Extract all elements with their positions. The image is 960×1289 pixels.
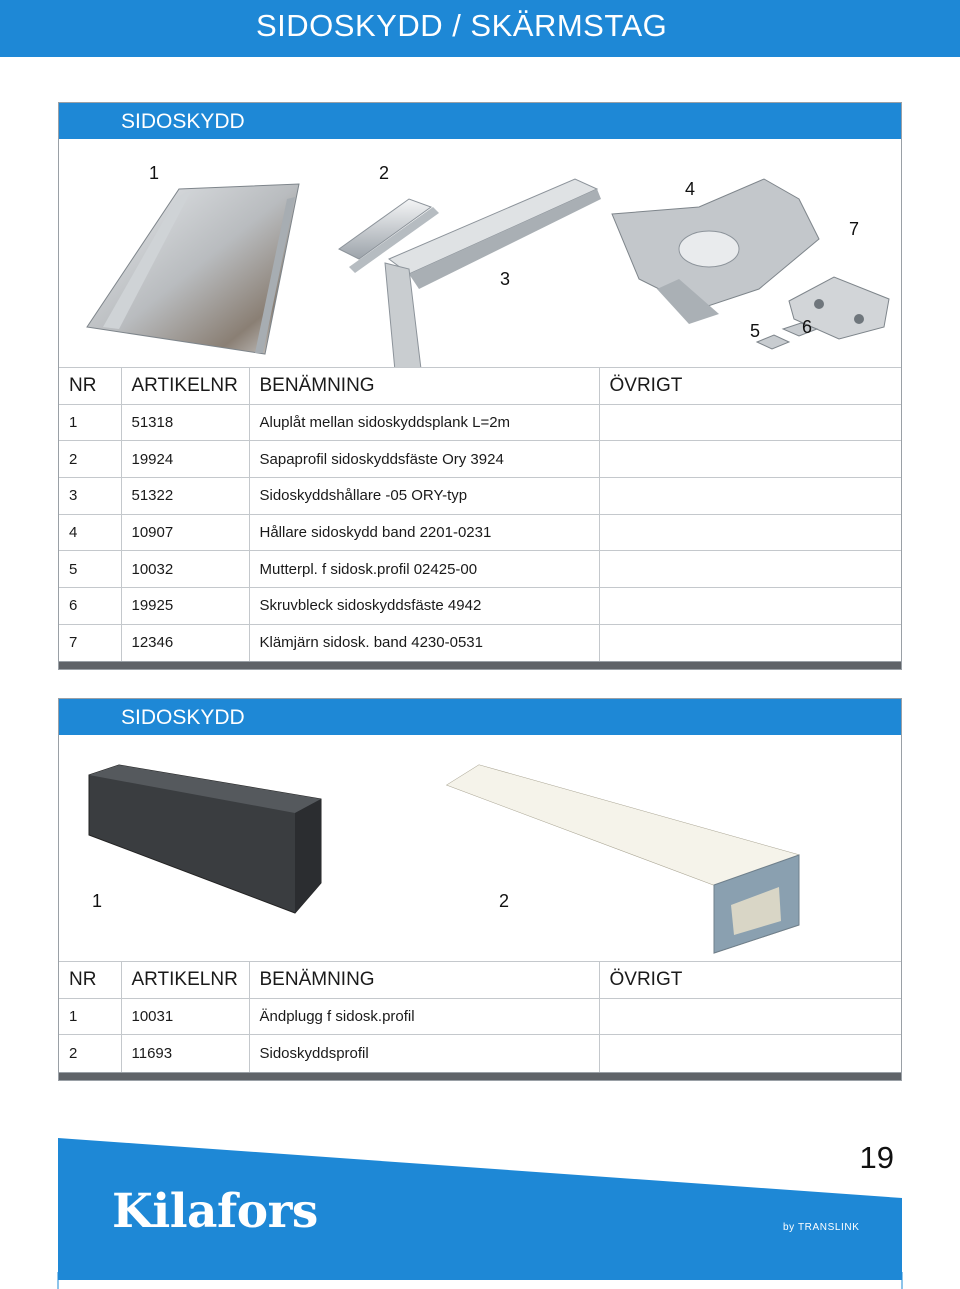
kilafors-logo: Kilafors — [112, 1184, 318, 1239]
image-label: 1 — [149, 163, 160, 183]
table-row — [59, 514, 901, 551]
header-artikelnr: ARTIKELNR — [121, 962, 249, 999]
image-label: 3 — [500, 269, 511, 289]
cell-ovrigt — [599, 441, 901, 478]
article-table-2 — [59, 961, 901, 1072]
article-table-1 — [59, 367, 901, 661]
cell-ovrigt — [599, 588, 901, 625]
cell-benamning: Skruvbleck sidoskyddsfäste 4942 — [249, 588, 599, 625]
header-nr: NR — [59, 368, 121, 405]
cell-nr: 2 — [59, 441, 121, 478]
cell-artikelnr: 51318 — [121, 404, 249, 441]
bracket-image — [612, 179, 819, 324]
profile-bar-image — [447, 765, 799, 953]
table-row — [59, 478, 901, 515]
header-ovrigt: ÖVRIGT — [599, 368, 901, 405]
cell-ovrigt — [599, 624, 901, 661]
section-sidoskydd-1 — [58, 102, 902, 670]
cell-artikelnr: 11693 — [121, 1035, 249, 1072]
cell-ovrigt — [599, 551, 901, 588]
header-benamning: BENÄMNING — [249, 368, 599, 405]
cell-ovrigt — [599, 1035, 901, 1072]
cell-nr: 1 — [59, 404, 121, 441]
profile-image — [339, 179, 601, 367]
cell-nr: 4 — [59, 514, 121, 551]
table-header-row — [59, 962, 901, 999]
image-label: 1 — [92, 891, 103, 911]
title-bar — [0, 0, 960, 57]
cell-artikelnr: 12346 — [121, 624, 249, 661]
image-label: 2 — [379, 163, 390, 183]
header-nr: NR — [59, 962, 121, 999]
cell-benamning: Hållare sidoskydd band 2201-0231 — [249, 514, 599, 551]
table-header-row — [59, 368, 901, 405]
cell-ovrigt — [599, 514, 901, 551]
plate-image — [87, 184, 299, 354]
section-1-heading: SIDOSKYDD — [59, 103, 901, 139]
cell-benamning: Klämjärn sidosk. band 4230-0531 — [249, 624, 599, 661]
cell-benamning: Mutterpl. f sidosk.profil 02425-00 — [249, 551, 599, 588]
cell-benamning: Ändplugg f sidosk.profil — [249, 998, 599, 1035]
cell-ovrigt — [599, 478, 901, 515]
table-row — [59, 441, 901, 478]
header-artikelnr: ARTIKELNR — [121, 368, 249, 405]
table-footer-bar — [59, 1072, 901, 1080]
cell-ovrigt — [599, 998, 901, 1035]
image-label: 4 — [685, 179, 696, 199]
page-title: SIDOSKYDD / SKÄRMSTAG — [256, 8, 668, 43]
cell-nr: 7 — [59, 624, 121, 661]
table-row — [59, 998, 901, 1035]
table-footer-bar — [59, 661, 901, 669]
section-2-images — [59, 735, 901, 961]
cell-nr: 6 — [59, 588, 121, 625]
image-label: 6 — [802, 317, 813, 337]
header-benamning: BENÄMNING — [249, 962, 599, 999]
cell-artikelnr: 19924 — [121, 441, 249, 478]
image-label: 7 — [849, 219, 860, 239]
cell-ovrigt — [599, 404, 901, 441]
product-photos-2 — [59, 735, 901, 961]
cell-artikelnr: 10031 — [121, 998, 249, 1035]
section-2-heading: SIDOSKYDD — [59, 699, 901, 735]
cell-artikelnr: 10907 — [121, 514, 249, 551]
end-plug-image — [89, 765, 321, 913]
section-sidoskydd-2 — [58, 698, 902, 1081]
page-number: 19 — [859, 1140, 894, 1175]
image-label: 2 — [499, 891, 510, 911]
section-1-images — [59, 139, 901, 367]
cell-nr: 3 — [59, 478, 121, 515]
cell-benamning: Sidoskyddsprofil — [249, 1035, 599, 1072]
table-row — [59, 624, 901, 661]
cell-nr: 5 — [59, 551, 121, 588]
translink-byline: by TRANSLINK — [783, 1222, 860, 1233]
cell-artikelnr: 19925 — [121, 588, 249, 625]
cell-benamning: Sapaprofil sidoskyddsfäste Ory 3924 — [249, 441, 599, 478]
cell-benamning: Aluplåt mellan sidoskyddsplank L=2m — [249, 404, 599, 441]
cell-nr: 1 — [59, 998, 121, 1035]
cell-benamning: Sidoskyddshållare -05 ORY-typ — [249, 478, 599, 515]
table-row — [59, 588, 901, 625]
product-photos-1 — [59, 139, 901, 367]
table-row — [59, 1035, 901, 1072]
table-row — [59, 551, 901, 588]
cell-artikelnr: 51322 — [121, 478, 249, 515]
table-row — [59, 404, 901, 441]
cell-artikelnr: 10032 — [121, 551, 249, 588]
image-label: 5 — [750, 321, 761, 341]
cell-nr: 2 — [59, 1035, 121, 1072]
header-ovrigt: ÖVRIGT — [599, 962, 901, 999]
